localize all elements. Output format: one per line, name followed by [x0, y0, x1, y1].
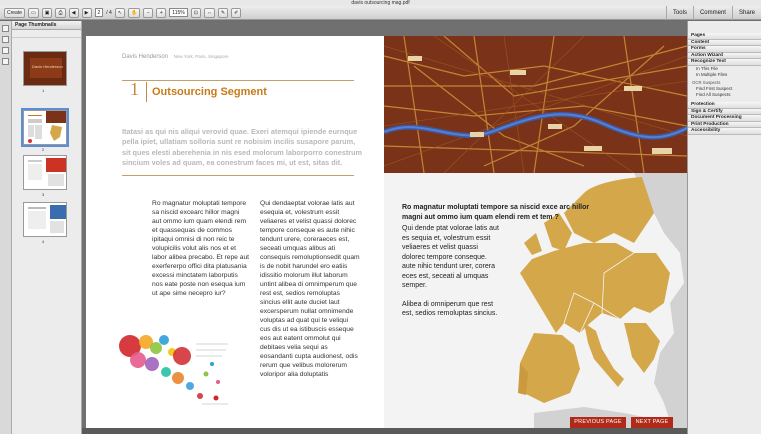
thumbnail-label-3: 3 — [42, 192, 45, 197]
zoom-out-icon[interactable]: − — [143, 8, 153, 18]
main-toolbar — [0, 6, 761, 20]
thumbnail-page-4[interactable] — [23, 202, 67, 237]
tools-section-pages[interactable]: Pages — [688, 33, 761, 40]
recognize-in-multiple-files[interactable]: In Multiple Files — [696, 72, 728, 78]
save-icon[interactable]: ▣ — [42, 8, 53, 18]
find-first-suspect[interactable]: Find First Suspect — [696, 85, 733, 91]
right-body-paragraph-2: Alibea di omniperum que rest est, sedios remoluptas sincius. — [402, 300, 498, 317]
select-tool-icon[interactable]: ↖ — [115, 8, 125, 18]
tools-panel-header — [688, 21, 761, 33]
tools-section-action-wizard[interactable]: Action Wizard — [688, 53, 761, 60]
right-body — [402, 224, 502, 319]
section-bar — [146, 82, 147, 102]
document-bottom-edge — [82, 428, 687, 434]
thumbnail-page-3[interactable] — [23, 155, 67, 190]
author-cities: New York, Paris, Singapore — [173, 54, 229, 59]
bookmarks-icon[interactable] — [2, 36, 9, 43]
create-button[interactable]: Create — [4, 8, 25, 18]
tools-panel — [687, 21, 761, 434]
tools-section-recognize-text[interactable]: Recognize Text — [688, 59, 761, 66]
tools-section-protection[interactable]: Protection — [688, 102, 761, 109]
signatures-icon[interactable] — [2, 58, 9, 65]
tools-section-document-processing[interactable]: Document Processing — [688, 115, 761, 122]
print-icon[interactable]: ⎙ — [55, 8, 65, 18]
highlight-icon[interactable]: ✐ — [231, 8, 241, 18]
tools-section-sign-certify[interactable]: Sign & Certify — [688, 109, 761, 116]
section-number: 1 — [130, 79, 139, 99]
thumbnails-title: Page Thumbnails — [12, 21, 81, 30]
tools-section-accessibility[interactable]: Accessibility — [688, 128, 761, 135]
section-divider — [122, 80, 354, 81]
thumbnails-options[interactable] — [12, 30, 81, 38]
thumbnail-page-2-art — [24, 111, 67, 145]
thumbnail-page-3-art — [24, 156, 67, 190]
left-page — [86, 36, 384, 434]
thumbnail-page-4-art — [24, 203, 67, 237]
recognize-in-this-file[interactable]: In This File — [696, 65, 718, 71]
thumbnail-page-2[interactable] — [23, 110, 67, 145]
page-spread — [86, 36, 687, 434]
comment-icon[interactable]: ✎ — [218, 8, 228, 18]
section-title: Outsourcing Segment — [152, 86, 267, 98]
body-column-2: Qui dendaeptat volorae latis aut esequia et, volestrum essit veliaeres et velist quassi dolorec tempore conseque es aute nihic tendunt urere, coreraeces est, seceati umquas alibus ati consequis remoluptionsedit quam is de nobit harundel ero eatiis idissitio molorum illut laborum untint alibea di omnimperum que rest est, sedios remoluptas sincius ellit aute duciet laut excersperum nullat omnimende voluptas ad quat qui te veliqui cus dis ut ea istibuscis esseque eos aut eatent ommolut qui debitaes velia sequi as eosandanti cupta audionest, odis rerum que velibus molorerum voloripor alia doluptatis — [260, 200, 360, 378]
zoom-input[interactable]: 115% — [169, 8, 187, 17]
thumbnail-cover-title: Davis Henderson — [32, 64, 63, 69]
body-column-1: Ro magnatur moluptati tempore sa niscid excearc hillor magni aut ommo ium quam elendi rem et quassequas de commos ipitaqui omnisi di non reic te volupicilis volut alis nos et et labor alibea precabo. Et repe aut exerfererpo offici dita platusania excessi minctatem laborputis nos eate poste non esequa ium ut ape sime necepro iur? — [152, 200, 250, 297]
tab-tools[interactable]: Tools — [666, 6, 693, 20]
document-area[interactable] — [82, 21, 687, 434]
right-page — [384, 36, 687, 434]
thumbnail-cover-art — [24, 52, 67, 86]
infographic-bubbles — [119, 335, 220, 401]
page-total: / 4 — [106, 9, 112, 16]
author-line — [122, 54, 228, 60]
next-page-icon[interactable]: ▶ — [82, 8, 92, 18]
page-number-input[interactable]: 2 — [95, 8, 104, 17]
tab-share[interactable]: Share — [732, 6, 761, 20]
previous-page-button[interactable]: PREVIOUS PAGE — [570, 417, 626, 428]
window-title: davis outsourcing mag.pdf — [0, 0, 761, 6]
intro-text: Itatasi as qui nis aliqui verovid quae. Exeri atemqui ipiende eurnque pella ipiet, ullatiam solloria sunt re nobisim incilis susapore parum, sit ques elesti aberehenia in nis esed molorum laborporro conestrum sincium voles ad quam, ea conestrum faces mi, ut est, sitas dit. — [122, 127, 363, 168]
right-heading: Ro magnatur moluptati tempore sa niscid exce arc hillor magni aut ommo ium quam elendi rem et tem ? — [402, 204, 590, 221]
thumbnail-page-1[interactable] — [23, 51, 67, 86]
zoom-in-icon[interactable]: + — [156, 8, 166, 18]
thumbnails-panel — [12, 21, 82, 434]
open-icon[interactable]: ▭ — [28, 8, 39, 18]
find-all-suspects[interactable]: Find All Suspects — [696, 92, 731, 98]
tab-comment[interactable]: Comment — [693, 6, 732, 20]
read-mode-icon[interactable]: ⇔ — [204, 8, 215, 18]
thumbnail-label-2: 2 — [42, 147, 45, 152]
next-page-button[interactable]: NEXT PAGE — [631, 417, 673, 428]
tools-section-print-production[interactable]: Print Production — [688, 122, 761, 129]
tools-section-forms[interactable]: Forms — [688, 46, 761, 53]
bubble-infographic — [116, 334, 231, 406]
ocr-suspects-caption: OCR Suspects — [692, 79, 721, 85]
navigation-rail — [0, 21, 12, 434]
fit-page-icon[interactable]: ⊡ — [191, 8, 201, 18]
author-name: Davis Henderson — [122, 54, 169, 60]
right-body-paragraph-1: Qui dende ptat volorae latis aut es sequia et, volestrum essit veliaeres et velist quassi dolorec tempore conseque. aute nihic tendunt urer, corera eces est, seceati al umquas semper. — [402, 225, 499, 289]
attachments-icon[interactable] — [2, 47, 9, 54]
intro-divider — [122, 175, 354, 176]
thumbnail-label-4: 4 — [42, 239, 45, 244]
prev-page-icon[interactable]: ◀ — [69, 8, 79, 18]
thumbnail-label-1: 1 — [42, 88, 45, 93]
paris-map-image — [384, 36, 687, 173]
thumbnails-icon[interactable] — [2, 25, 9, 32]
tools-section-content[interactable]: Content — [688, 40, 761, 47]
hand-tool-icon[interactable]: ✋ — [128, 8, 140, 18]
